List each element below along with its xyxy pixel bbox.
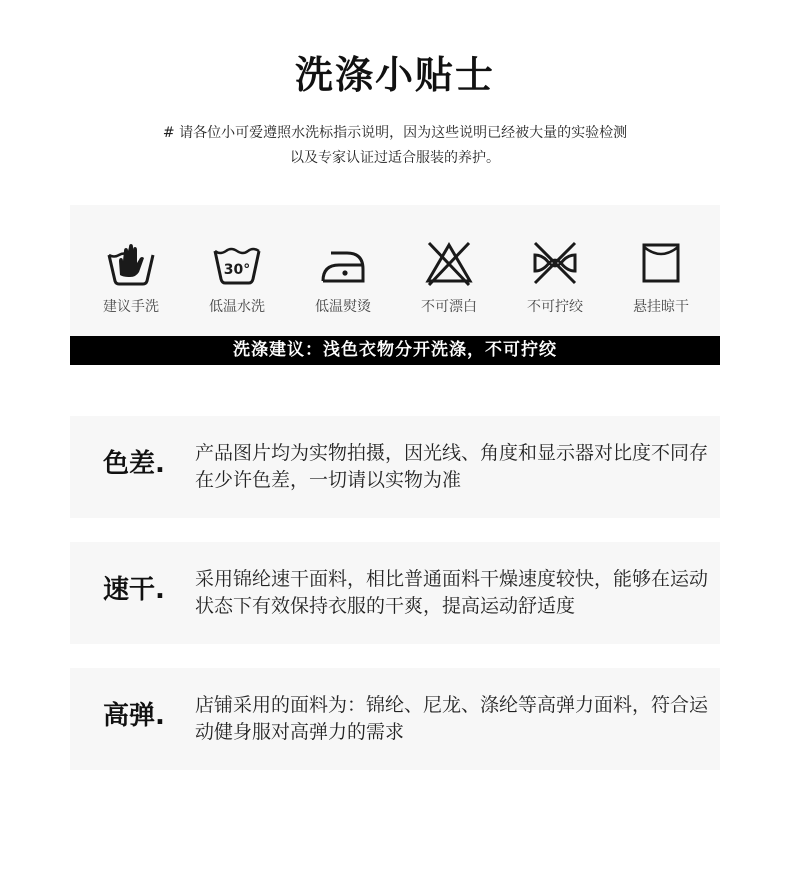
- page-title: 洗涤小贴士: [294, 53, 495, 97]
- care-label: 低温水洗: [209, 299, 265, 315]
- wash-temp-label: 30°: [223, 262, 251, 278]
- care-item-no-wring: [502, 239, 608, 316]
- note-text: 店铺采用的面料为：锦纶、尼龙、涤纶等高弹力面料，符合运动健身服对高弹力的需求: [195, 694, 709, 743]
- iron-low-icon: [317, 239, 369, 287]
- wash-30-icon: [211, 239, 263, 287]
- care-item-no-bleach: [396, 239, 502, 316]
- wash-advice-banner: 洗涤建议：浅色衣物分开洗涤，不可拧绞: [70, 336, 720, 365]
- care-item-low-temp-iron: [290, 239, 396, 316]
- note-title: 高弹.: [103, 701, 165, 731]
- care-label: 低温熨烫: [315, 299, 371, 315]
- note-title: 色差.: [103, 449, 165, 479]
- hand-wash-icon: [105, 239, 157, 287]
- care-label: 悬挂晾干: [633, 299, 689, 315]
- intro-line-2: 以及专家认证过适合服装的养护。: [290, 150, 500, 166]
- note-text: 产品图片均为实物拍摄，因光线、角度和显示器对比度不同存在少许色差，一切请以实物为准: [195, 442, 709, 491]
- hang-dry-icon: [635, 239, 687, 287]
- care-label: 不可拧绞: [527, 299, 583, 315]
- note-color-difference: [70, 416, 720, 518]
- note-text: 采用锦纶速干面料，相比普通面料干燥速度较快，能够在运动状态下有效保持衣服的干爽，提高运动舒适度: [195, 568, 709, 617]
- no-wring-icon: [529, 239, 581, 287]
- care-label: 建议手洗: [103, 299, 159, 315]
- care-item-hang-dry: [608, 239, 714, 316]
- care-instructions-panel: [70, 205, 720, 365]
- note-title: 速干.: [103, 575, 165, 605]
- care-item-hand-wash: [78, 239, 184, 316]
- note-high-elastic: [70, 668, 720, 770]
- care-label: 不可漂白: [421, 299, 477, 315]
- note-quick-dry: [70, 542, 720, 644]
- no-bleach-icon: [423, 239, 475, 287]
- care-item-low-temp-wash: [184, 239, 290, 316]
- intro-text: [0, 121, 790, 171]
- intro-line-1: # 请各位小可爱遵照水洗标指示说明，因为这些说明已经被大量的实验检测: [162, 125, 628, 141]
